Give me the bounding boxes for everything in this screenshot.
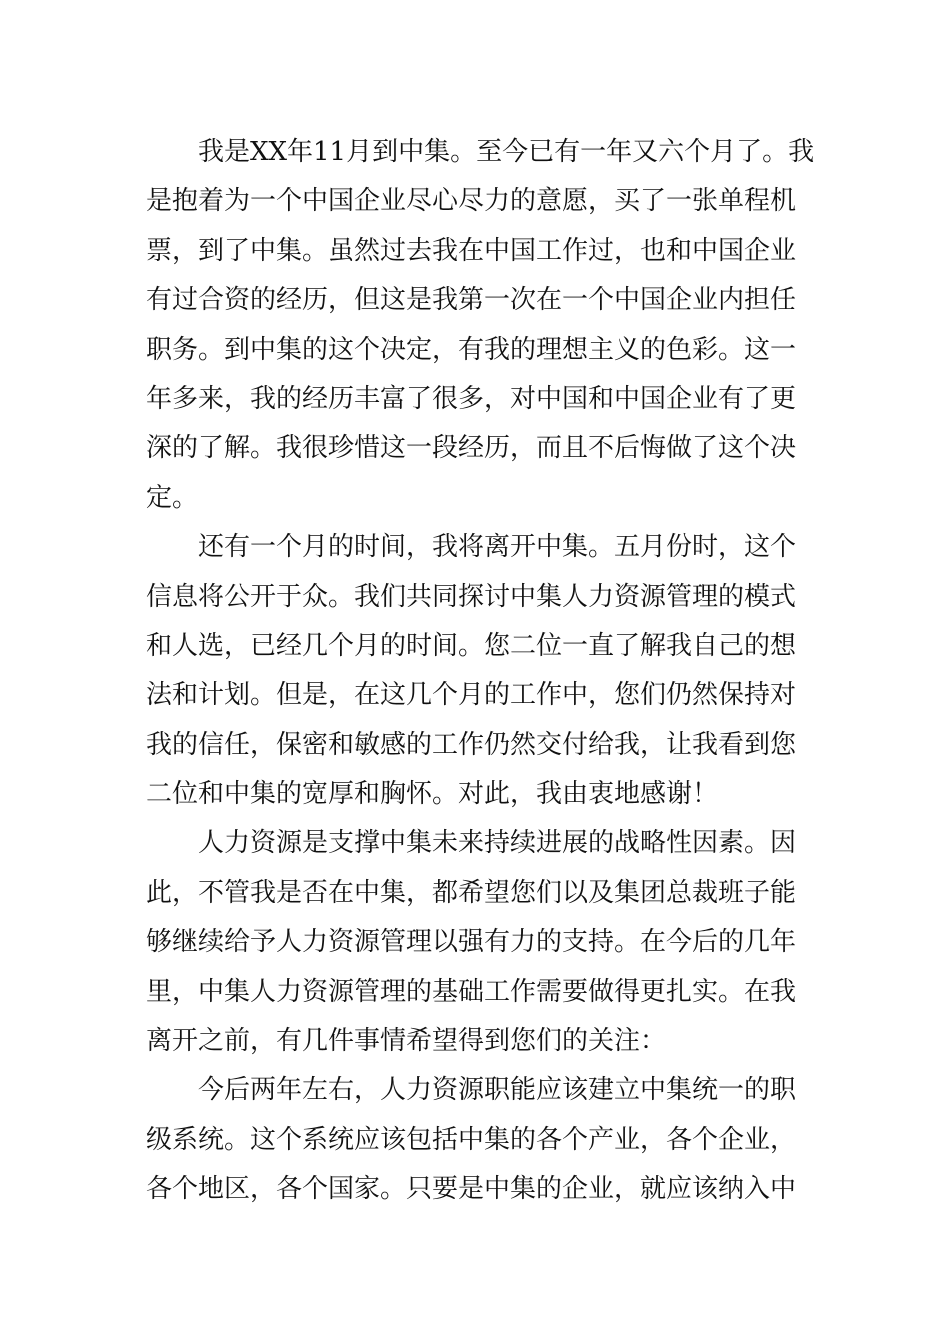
text-line: 离开之前，有几件事情希望得到您们的关注： <box>146 1026 667 1057</box>
text-line: 法和计划。但是，在这几个月的工作中，您们仍然保持对 <box>146 680 797 711</box>
text-line: 有过合资的经历，但这是我第一次在一个中国企业内担任 <box>146 285 797 316</box>
text-line: 此，不管我是否在中集，都希望您们以及集团总裁班子能 <box>146 877 797 908</box>
text-line: 二位和中集的宽厚和胸怀。对此，我由衷地感谢！ <box>146 779 719 810</box>
text-line: 里，中集人力资源管理的基础工作需要做得更扎实。在我 <box>146 976 797 1007</box>
text-line: 票，到了中集。虽然过去我在中国工作过，也和中国企业 <box>146 235 797 266</box>
text-line: 我的信任，保密和敏感的工作仍然交付给我，让我看到您 <box>146 729 797 760</box>
text-line: 职务。到中集的这个决定，有我的理想主义的色彩。这一 <box>146 334 797 365</box>
text-line: 年多来，我的经历丰富了很多，对中国和中国企业有了更 <box>146 383 797 414</box>
text-line: 还有一个月的时间，我将离开中集。五月份时，这个 <box>146 532 797 563</box>
text-line: 和人选，已经几个月的时间。您二位一直了解我自己的想 <box>146 630 797 661</box>
text-line: 是抱着为一个中国企业尽心尽力的意愿，买了一张单程机 <box>146 186 797 217</box>
text-line: 信息将公开于众。我们共同探讨中集人力资源管理的模式 <box>146 581 797 612</box>
text-line: 人力资源是支撑中集未来持续进展的战略性因素。因 <box>146 828 797 859</box>
text-line: 我是XX年11月到中集。至今已有一年又六个月了。我 <box>146 137 815 167</box>
text-line: 定。 <box>146 482 199 513</box>
text-line: 级系统。这个系统应该包括中集的各个产业，各个企业， <box>146 1124 797 1155</box>
document-body <box>146 128 815 1215</box>
text-line: 各个地区，各个国家。只要是中集的企业，就应该纳入中 <box>146 1174 797 1205</box>
text-line: 深的了解。我很珍惜这一段经历，而且不后悔做了这个决 <box>146 433 797 464</box>
text-line: 够继续给予人力资源管理以强有力的支持。在今后的几年 <box>146 927 797 958</box>
text-line: 今后两年左右，人力资源职能应该建立中集统一的职 <box>146 1075 797 1106</box>
